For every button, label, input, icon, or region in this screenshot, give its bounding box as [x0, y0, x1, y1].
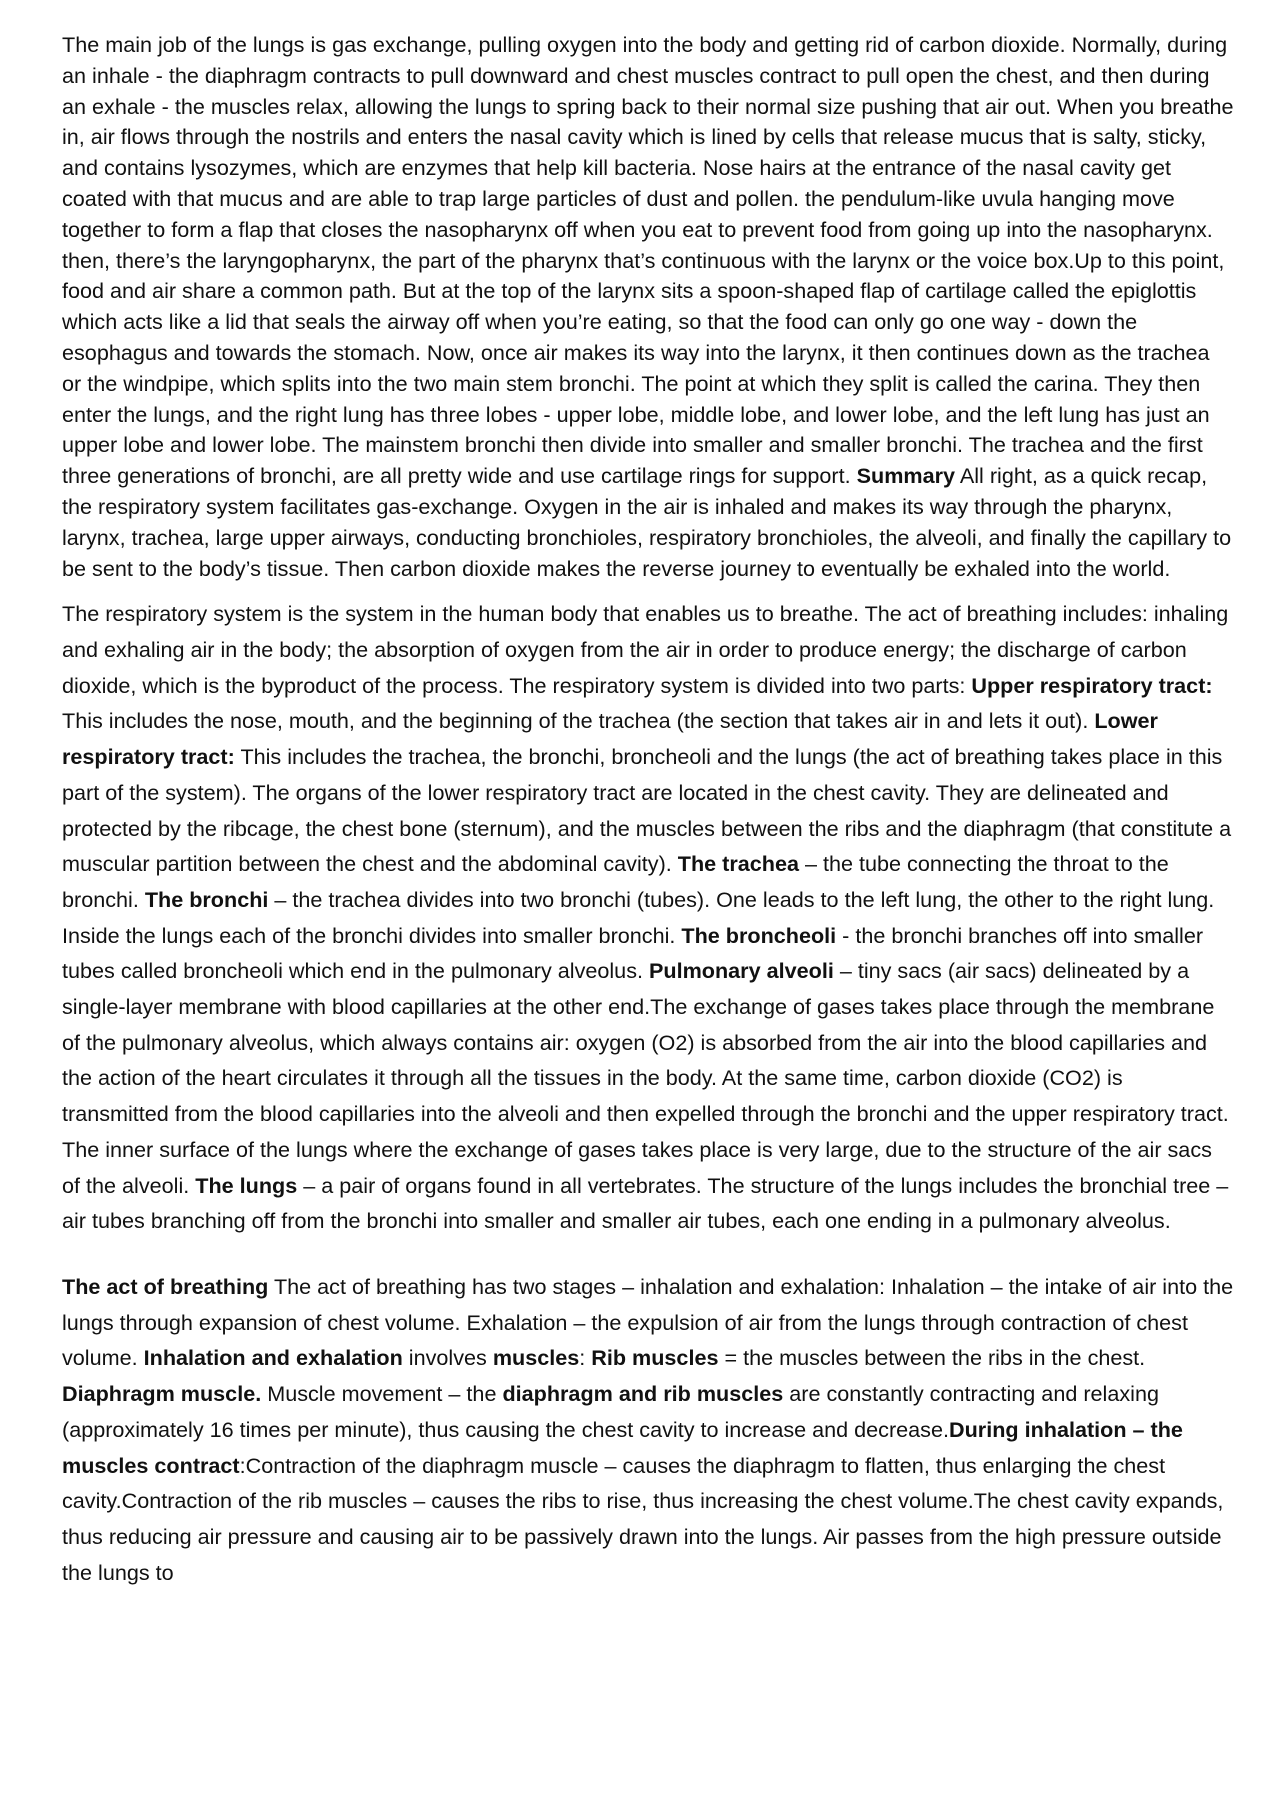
- text-run: All right, as a quick recap, the respiratory system facilitates gas-exchange. Oxygen in the air is inhaled and makes its way through the pharynx, larynx, trachea, large upper airways, conducting bronchioles, respiratory bronchioles, the alveoli, and finally the capillary to be sent to the body’s tissue. Then carbon dioxide makes the reverse journey to eventually be exhaled into the world.: [62, 463, 1232, 581]
- text-run: – the tube connecting the throat to the bronchi.: [62, 851, 1169, 912]
- paragraph-lungs-overview: [62, 30, 1234, 584]
- text-run: = the muscles between the ribs in the chest.: [724, 1345, 1146, 1371]
- paragraph-respiratory-system: [62, 596, 1234, 1239]
- text-run: The act of breathing has two stages – inhalation and exhalation: Inhalation – the intake of air into the lungs through expansion of chest volume. Exhalation – the expulsion of air from the lungs through contraction of chest volume.: [62, 1274, 1234, 1371]
- text-run: :: [579, 1345, 586, 1371]
- bold-term-bronchi: The bronchi: [144, 886, 269, 912]
- bold-term-diaphragm-rib-muscles: diaphragm and rib muscles: [502, 1381, 784, 1407]
- text-run: – a pair of organs found in all vertebrates. The structure of the lungs includes the bronchial tree – air tubes branching off from the bronchi into smaller and smaller air tubes, each one ending in a pulmonary alveolus.: [62, 1172, 1229, 1234]
- text-run: Muscle movement – the: [267, 1381, 497, 1407]
- text-run: The respiratory system is the system in the human body that enables us to breathe. The act of breathing includes: inhaling and exhaling air in the body; the absorption of oxygen from the air in order to produce energy; the discharge of carbon dioxide, which is the byproduct of the process. The respiratory system is divided into two parts:: [62, 601, 1229, 698]
- bold-term-act-of-breathing: The act of breathing: [62, 1274, 269, 1299]
- bold-term-trachea: The trachea: [677, 851, 799, 877]
- text-run: The main job of the lungs is gas exchange, pulling oxygen into the body and getting rid of carbon dioxide. Normally, during an inhale - the diaphragm contracts to pull downward and chest muscles contract to pull open the chest, and then during an exhale - the muscles relax, allowing the lungs to spring back to their normal size pushing that air out. When you breathe in, air flows through the nostrils and enters the nasal cavity which is lined by cells that release mucus that is salty, sticky, and contains lysozymes, which are enzymes that help kill bacteria. Nose hairs at the entrance of the nasal cavity get coated with that mucus and are able to trap large particles of dust and pollen. the pendulum-like uvula hanging move together to form a flap that closes the nasopharynx off when you eat to prevent food from going up into the nasopharynx. then, there’s the laryngopharynx, the part of the pharynx that’s continuous with the larynx or the voice box.Up to this point, food and air share a common path. But at the top of the larynx sits a spoon-shaped flap of cartilage called the epiglottis which acts like a lid that seals the airway off when you’re eating, so that the food can only go one way - down the esophagus and towards the stomach. Now, once air makes its way into the larynx, it then continues down as the trachea or the windpipe, which splits into the two main stem bronchi. The point at which they split is called the carina. They then enter the lungs, and the right lung has three lobes - upper lobe, middle lobe, and lower lobe, and the left lung has just an upper lobe and lower lobe. The mainstem bronchi then divide into smaller and smaller bronchi. The trachea and the first three generations of bronchi, are all pretty wide and use cartilage rings for support.: [62, 32, 1234, 489]
- text-run: – tiny sacs (air sacs) delineated by a single-layer membrane with blood capillaries at the other end.The exchange of gases takes place through the membrane of the pulmonary alveolus, which always contains air: oxygen (O2) is absorbed from the air into the blood capillaries and the action of the heart circulates it through all the tissues in the body. At the same time, carbon dioxide (CO2) is transmitted from the blood capillaries into the alveoli and then expelled through the bronchi and the upper respiratory tract. The inner surface of the lungs where the exchange of gases takes place is very large, due to the structure of the air sacs of the alveoli.: [62, 958, 1229, 1198]
- text-run: involves: [408, 1345, 487, 1371]
- bold-term-broncheoli: The broncheoli: [681, 922, 837, 948]
- bold-term-inhalation-exhalation: Inhalation and exhalation: [143, 1345, 403, 1371]
- bold-term-lower-tract: Lower respiratory tract:: [62, 708, 1158, 770]
- bold-term-rib-muscles: Rib muscles: [591, 1345, 719, 1371]
- text-run: - the bronchi branches off into smaller tubes called broncheoli which end in the pulmonary alveolus.: [62, 922, 1204, 984]
- bold-term-pulmonary-alveoli: Pulmonary alveoli: [649, 958, 834, 984]
- bold-term-lungs: The lungs: [195, 1172, 298, 1198]
- paragraph-act-of-breathing: [62, 1269, 1234, 1590]
- document-page: [62, 30, 1234, 1590]
- text-run: – the trachea divides into two bronchi (tubes). One leads to the left lung, the other to the right lung. Inside the lungs each of the bronchi divides into smaller bronchi.: [62, 886, 1215, 948]
- text-run: :Contraction of the diaphragm muscle – causes the diaphragm to flatten, thus enlarging the chest cavity.Contraction of the rib muscles – causes the ribs to rise, thus increasing the chest volume.The chest cavity expands, thus reducing air pressure and causing air to be passively drawn into the lungs. Air passes from the high pressure outside the lungs to: [62, 1452, 1224, 1585]
- bold-term-diaphragm-muscle: Diaphragm muscle.: [62, 1381, 262, 1407]
- bold-term-during-inhalation: During inhalation – the muscles contract: [62, 1416, 1183, 1478]
- text-run: This includes the nose, mouth, and the beginning of the trachea (the section that takes air in and lets it out).: [62, 708, 1089, 734]
- bold-term-upper-tract: Upper respiratory tract:: [971, 672, 1213, 698]
- bold-term-muscles: muscles: [492, 1345, 580, 1371]
- text-run: This includes the trachea, the bronchi, broncheoli and the lungs (the act of breathing takes place in this part of the system). The organs of the lower respiratory tract are located in the chest cavity. They are delineated and protected by the ribcage, the chest bone (sternum), and the muscles between the ribs and the diaphragm (that constitute a muscular partition between the chest and the abdominal cavity).: [62, 744, 1232, 877]
- bold-term-summary: Summary: [856, 463, 956, 489]
- text-run: are constantly contracting and relaxing (approximately 16 times per minute), thus causing the chest cavity to increase and decrease.: [62, 1381, 1159, 1442]
